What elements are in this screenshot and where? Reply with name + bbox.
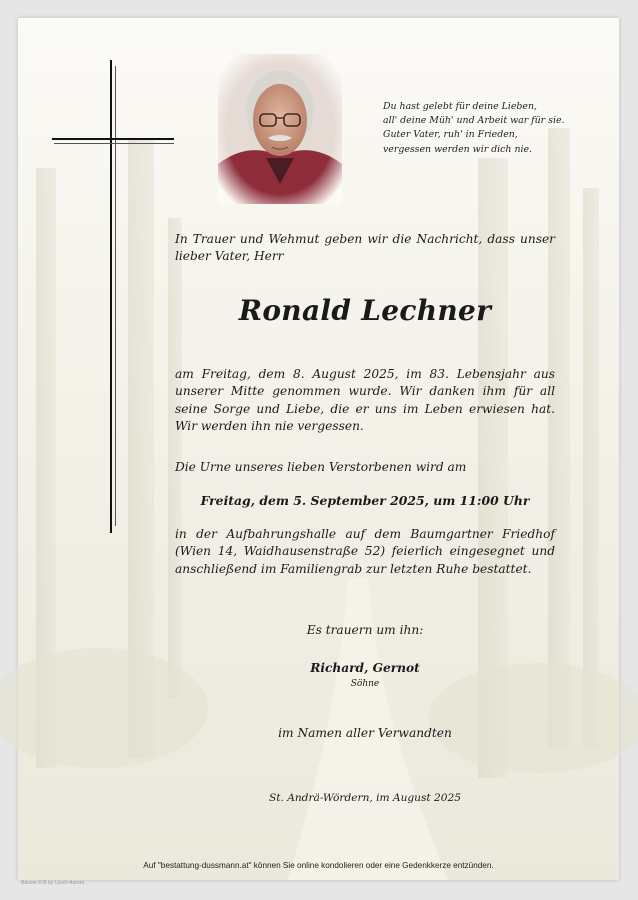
mourners-intro: Es trauern um ihn: (306, 623, 424, 637)
verse-line: Guter Vater, ruh' in Frieden, (383, 129, 518, 141)
cross-horizontal-shadow (54, 143, 174, 144)
mourners-relation: Söhne (350, 679, 380, 689)
image-credit: Bäume © B by Lösch Aurora (21, 880, 85, 886)
place-and-date: St. Andrä-Wördern, im August 2025 (268, 792, 462, 804)
portrait-photo (218, 54, 342, 204)
urn-intro-text: Die Urne unseres lieben Verstorbenen wird am (175, 460, 467, 474)
intro-text: In Trauer und Wehmut geben wir die Nachricht, dass unser lieber Vater, Herr (175, 232, 555, 263)
condolence-footer: Auf "bestattung-dussmann.at" können Sie online kondolieren oder eine Gedenkkerze entzünden. (143, 861, 494, 870)
family-note: im Namen aller Verwandten (278, 726, 452, 740)
cross-vertical-shadow (115, 66, 116, 526)
obituary-sheet (18, 18, 619, 886)
ceremony-location-text: in der Aufbahrungshalle auf dem Baumgartner Friedhof (Wien 14, Waidhausenstraße 52) feierlich eingesegnet und anschließend im Familiengrab zur letzten Ruhe bestattet. (175, 527, 555, 576)
memorial-verse (383, 100, 593, 157)
mourners-names: Richard, Gernot (310, 661, 420, 675)
death-announcement-text: am Freitag, dem 8. August 2025, im 83. Lebensjahr aus unserer Mitte genommen wurde. Wir danken ihm für all seine Sorge und Liebe, die er uns im Leben erwiesen hat. Wir werden ihn nie vergessen. (175, 367, 555, 433)
verse-line: vergessen werden wir dich nie. (383, 143, 533, 155)
verse-line: Du hast gelebt für deine Lieben, (383, 101, 537, 112)
deceased-name: Ronald Lechner (238, 294, 492, 327)
ceremony-date: Freitag, dem 5. September 2025, um 11:00 Uhr (200, 493, 530, 508)
cross-horizontal-bar (52, 138, 174, 140)
verse-line: all' deine Müh' und Arbeit war für sie. (383, 115, 565, 127)
cross-vertical-bar (110, 60, 112, 533)
